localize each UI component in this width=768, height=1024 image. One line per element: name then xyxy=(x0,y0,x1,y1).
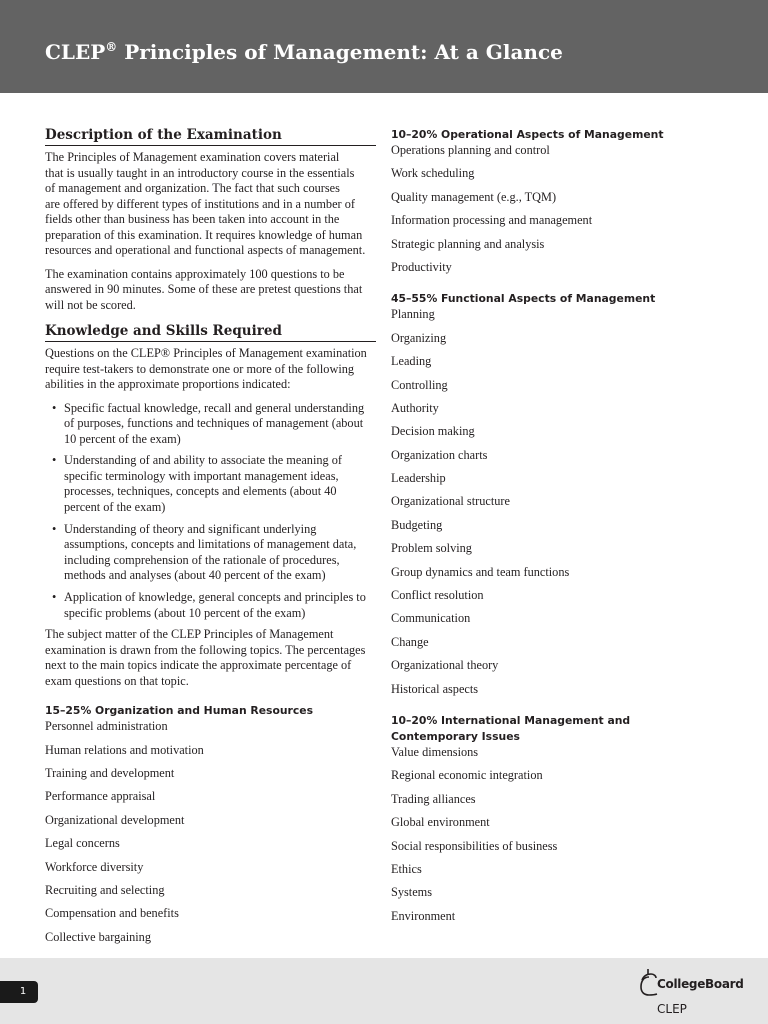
topic-item: Historical aspects xyxy=(391,681,479,696)
topic-heading-organization-hr: 15–25% Organization and Human Resources xyxy=(45,704,314,718)
topic-item: Information processing and management xyxy=(391,213,593,228)
topic-item: Organizational development xyxy=(45,812,185,827)
topic-item: Compensation and benefits xyxy=(45,906,179,921)
left-column xyxy=(45,127,376,953)
topic-item: Performance appraisal xyxy=(45,789,156,804)
knowledge-heading: Knowledge and Skills Required xyxy=(45,323,376,342)
description-paragraph-1: The Principles of Management examination covers material that is usually taught in an introductory course in the essentials of management and organization. The fact that such courses are offered by different types of institutions and in a number of fields other than business has been taken into account in the preparation of this examination. It requires knowledge of human resources and operational and functional aspects of management. xyxy=(45,150,366,257)
topic-item: Environment xyxy=(391,908,456,923)
page-title: CLEP® Principles of Management: At a Glance xyxy=(45,40,563,64)
topic-item: Training and development xyxy=(45,766,175,780)
ability-bullet: • Application of knowledge, general concepts and principles to specific problems (about 10 percent of the exam) xyxy=(45,590,376,621)
topic-list-international xyxy=(391,745,731,932)
registered-mark: ® xyxy=(105,40,118,54)
topic-item: Leading xyxy=(391,354,432,369)
topic-item: Controlling xyxy=(391,377,448,392)
logo-clep-text: CLEP xyxy=(657,1002,687,1016)
topic-item: Workforce diversity xyxy=(45,859,144,874)
logo-brand-text: CollegeBoard xyxy=(657,977,744,991)
topic-item: Ethics xyxy=(391,861,422,876)
topic-item: Leadership xyxy=(391,471,446,486)
topic-item: Collective bargaining xyxy=(45,929,151,944)
topic-item: Regional economic integration xyxy=(391,768,543,783)
topic-heading-international: 10–20% International Management and Contemporary Issues xyxy=(391,713,631,743)
topic-item: Planning xyxy=(391,307,435,322)
page-number: 1 xyxy=(0,981,38,1003)
topic-list-functional xyxy=(391,307,731,705)
topic-item: Organization charts xyxy=(391,447,488,462)
topic-item: Personnel administration xyxy=(45,719,168,734)
description-paragraph-2: The examination contains approximately 100 questions to be answered in 90 minutes. Some of these are pretest questions that will not be scored. xyxy=(45,266,363,312)
knowledge-intro: Questions on the CLEP® Principles of Management examination require test-takers to demonstrate one or more of the following abilities in the approximate proportions indicated: xyxy=(45,346,367,391)
description-heading: Description of the Examination xyxy=(45,127,376,146)
collegeboard-logo xyxy=(638,966,754,1022)
topic-item: Organizational structure xyxy=(391,494,510,509)
right-column xyxy=(391,127,731,932)
topic-item: Trading alliances xyxy=(391,791,476,806)
topic-heading-operational: 10–20% Operational Aspects of Management xyxy=(391,128,664,141)
topic-item: Conflict resolution xyxy=(391,588,484,603)
topic-item: Organizational theory xyxy=(391,658,499,673)
topic-item: Problem solving xyxy=(391,541,472,556)
ability-bullet: • Understanding of theory and significant underlying assumptions, concepts and limitations of management data, including comprehension of the rationale of procedures, methods and analyses (about 40 percent of the exam) xyxy=(45,522,376,584)
topic-item: Budgeting xyxy=(391,517,443,532)
header-band xyxy=(0,0,768,93)
topic-item: Communication xyxy=(391,611,471,626)
topic-item: Productivity xyxy=(391,259,452,274)
topic-list-organization-hr xyxy=(45,719,376,953)
ability-bullet: • Specific factual knowledge, recall and general understanding of purposes, functions and techniques of management (about 10 percent of the exam) xyxy=(45,401,376,448)
topic-item: Systems xyxy=(391,885,432,900)
topic-item: Work scheduling xyxy=(391,166,475,181)
topic-item: Operations planning and control xyxy=(391,143,550,157)
ability-bullet: • Understanding of and ability to associate the meaning of specific terminology with important management ideas, processes, techniques, concepts and elements (about 40 percent of the exam) xyxy=(45,453,376,515)
topic-item: Authority xyxy=(391,400,439,415)
topic-list-operational xyxy=(391,143,731,283)
topic-item: Recruiting and selecting xyxy=(45,882,165,897)
topic-item: Strategic planning and analysis xyxy=(391,236,545,251)
topic-item: Change xyxy=(391,634,429,649)
topic-item: Value dimensions xyxy=(391,744,479,759)
topic-item: Decision making xyxy=(391,424,475,439)
topic-item: Legal concerns xyxy=(45,836,120,851)
topic-item: Human relations and motivation xyxy=(45,742,204,757)
topic-item: Group dynamics and team functions xyxy=(391,564,570,579)
topic-item: Social responsibilities of business xyxy=(391,838,558,853)
topic-item: Organizing xyxy=(391,330,447,345)
topic-item: Quality management (e.g., TQM) xyxy=(391,189,557,204)
topic-heading-functional: 45–55% Functional Aspects of Management xyxy=(391,292,656,306)
topics-intro: The subject matter of the CLEP Principles of Management examination is drawn from the following topics. The percentages next to the main topics indicate the approximate percentage of exam questions on that topic. xyxy=(45,627,366,688)
abilities-list xyxy=(45,401,376,622)
topic-item: Global environment xyxy=(391,815,490,830)
